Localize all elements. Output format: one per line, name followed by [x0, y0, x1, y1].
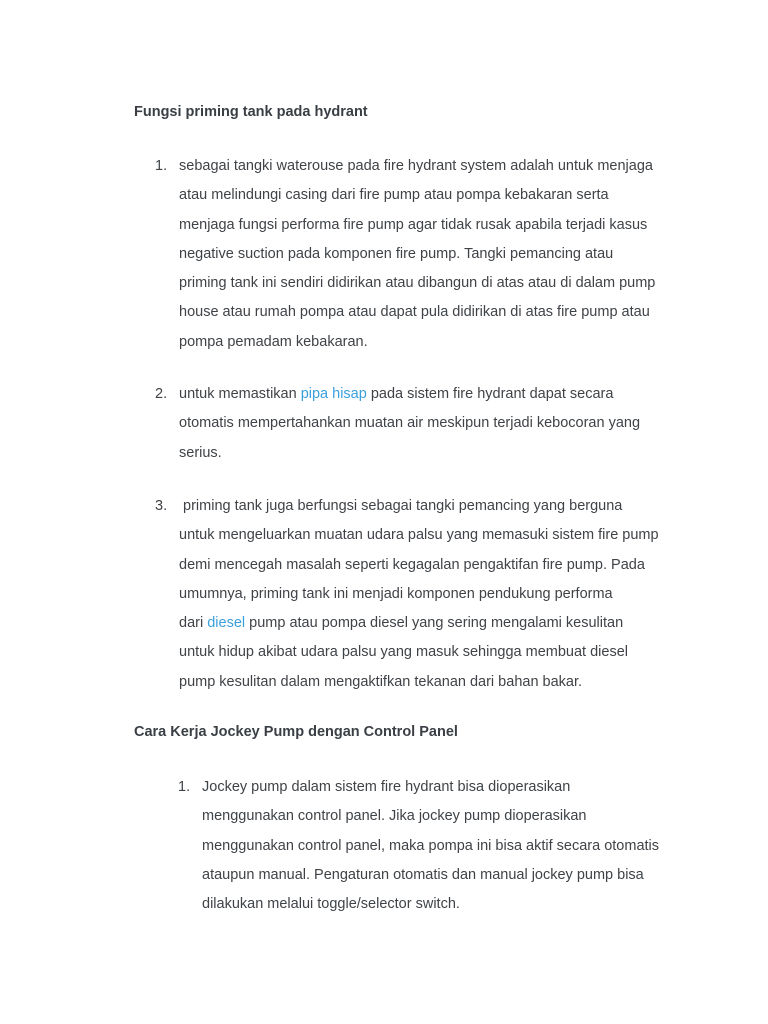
text-line: menggunakan control panel, maka pompa ini bisa aktif secara otomatis [202, 837, 660, 854]
text-line: house atau rumah pompa atau dapat pula didirikan di atas fire pump atau [179, 304, 650, 321]
text-line [179, 609, 699, 638]
text-line: priming tank juga berfungsi sebagai tangki pemancing yang berguna [179, 498, 623, 514]
list-item-number: 2. [155, 386, 168, 402]
text-line: dilakukan melalui toggle/selector switch. [202, 896, 460, 913]
text-line: menjaga fungsi performa fire pump agar tidak rusak apabila terjadi kasus [179, 216, 648, 233]
list-item [155, 380, 699, 468]
text-line: Jockey pump dalam sistem fire hydrant bisa dioperasikan [202, 779, 571, 795]
link-pipa-hisap[interactable]: pipa hisap [300, 386, 367, 402]
text-line: pompa pemadam kebakaran. [179, 333, 368, 350]
text-line: umumnya, priming tank ini menjadi komponen pendukung performa [179, 585, 613, 602]
list-item-number: 3. [155, 498, 168, 514]
text-fragment: untuk memastikan [179, 386, 301, 402]
text-line: serius. [179, 444, 222, 461]
text-line: atau melindungi casing dari fire pump atau pompa kebakaran serta [179, 187, 609, 204]
text-line: untuk mengeluarkan muatan udara palsu yang memasuki sistem fire pump [179, 527, 659, 544]
list-item [155, 152, 699, 357]
text-line: otomatis mempertahankan muatan air meskipun terjadi kebocoran yang [179, 415, 641, 432]
link-diesel[interactable]: diesel [207, 615, 246, 632]
text-line: untuk hidup akibat udara palsu yang masuk sehingga membuat diesel [179, 644, 628, 661]
text-line: priming tank ini sendiri didirikan atau dibangun di atas atau di dalam pump [179, 275, 656, 292]
text-line [179, 380, 699, 409]
list-item [178, 773, 702, 919]
list-item-number: 1. [178, 779, 191, 795]
text-line: pump kesulitan dalam mengaktifkan tekanan dari bahan bakar. [179, 673, 583, 690]
text-line: negative suction pada komponen fire pump. Tangki pemancing atau [179, 245, 614, 262]
text-fragment: dari [179, 615, 208, 632]
list-item [155, 492, 699, 697]
section-heading-jockey-pump: Cara Kerja Jockey Pump dengan Control Panel [134, 724, 458, 740]
text-line: demi mencegah masalah seperti kegagalan pengaktifan fire pump. Pada [179, 556, 645, 573]
list-item-number: 1. [155, 158, 168, 174]
text-line: ataupun manual. Pengaturan otomatis dan manual jockey pump bisa [202, 866, 644, 883]
text-fragment: pump atau pompa diesel yang sering mengalami kesulitan [245, 615, 624, 632]
text-line: sebagai tangki waterouse pada fire hydrant system adalah untuk menjaga [179, 158, 653, 174]
text-fragment: pada sistem fire hydrant dapat secara [366, 386, 614, 402]
section-heading-priming-tank: Fungsi priming tank pada hydrant [134, 104, 368, 120]
text-line: menggunakan control panel. Jika jockey pump dioperasikan [202, 808, 587, 825]
